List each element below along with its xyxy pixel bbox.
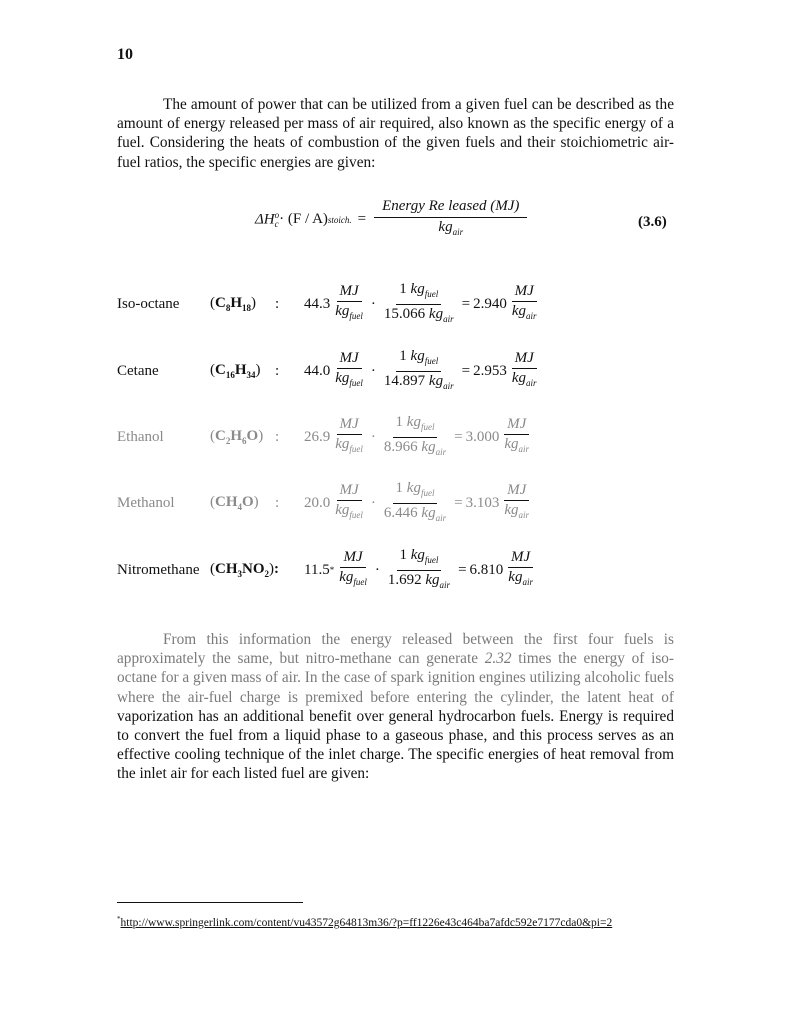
fuel-row	[117, 280, 677, 328]
eq-fraction	[374, 198, 527, 241]
eq-lhs: ΔH o c	[255, 209, 280, 229]
specific-energy-result: 2.940	[473, 295, 507, 312]
specific-energy-result: 3.103	[465, 494, 500, 511]
fuel-name: Methanol	[117, 494, 175, 511]
heat-of-combustion: 20.0	[304, 494, 331, 511]
air-fuel-ratio: 15.066	[383, 305, 426, 322]
fuel-name: Cetane	[117, 362, 159, 379]
fuel-formula: $(C_8H_{18})$	[210, 295, 257, 313]
fuel-row	[117, 347, 677, 395]
page-number: 10	[117, 46, 133, 63]
specific-energy-equation	[255, 198, 529, 241]
fuel-equation: 11.5 * $\frac{MJ}{kg_{fuel}}$ · $\frac{1 kg_{fuel}}{1.692 kg_{air}}$ = 6.810 $\frac{MJ}{kg_{air}}$	[304, 546, 533, 590]
fuel-row	[117, 413, 677, 461]
specific-energy-result: 6.810	[469, 561, 504, 578]
heat-of-combustion: 44.3	[304, 295, 331, 312]
eq-lhs-sub: stoich.	[327, 214, 352, 225]
fuel-equation: 20.0 $\frac{MJ}{kg_{fuel}}$ · $\frac{1 kg_{fuel}}{6.446 kg_{air}}$ = 3.103 $\frac{MJ}{kg_{air}}$	[304, 479, 530, 523]
heat-of-combustion: 44.0	[304, 362, 331, 379]
discussion-text-3: vaporization has an additional benefit over general hydrocarbon fuels. Energy is required to convert the fuel from a liquid phase to a gaseous phase, and this process serves as an effective cooling technique of the inlet charge. The specific energies of heat removal from the inlet air for each listed fuel are given:	[117, 707, 674, 783]
eq-lhs-mid: · (F / A)	[279, 211, 328, 227]
heat-of-combustion: 11.5	[304, 561, 330, 578]
specific-energy-result: 2.953	[473, 362, 507, 379]
fuel-name: Iso-octane	[117, 295, 180, 312]
fuel-equation: 44.0 $\frac{MJ}{kg_{fuel}}$ · $\frac{1 kg_{fuel}}{14.897 kg_{air}}$ = 2.953 $\frac{MJ}{kg_{air}}$	[304, 347, 537, 391]
fuel-colon: :	[275, 295, 280, 312]
air-fuel-ratio: 14.897	[383, 372, 426, 389]
eq-denominator: $kg_{air}$	[438, 219, 464, 237]
footnote	[117, 915, 612, 929]
air-fuel-ratio: 1.692	[387, 571, 422, 588]
heat-of-combustion: 26.9	[304, 428, 331, 445]
discussion-text-2: times the energy of iso-octane for a given mass of air. In the case of spark ignition engines utilizing alcoholic fuels where the air-fuel charge is premixed before entering the cylinder, the latent heat of	[117, 650, 675, 706]
fuel-formula: $(CH_3NO_2)$:	[210, 561, 279, 579]
equation-number: (3.6)	[638, 214, 667, 230]
fuel-colon: :	[275, 362, 280, 379]
footnote-link[interactable]: http://www.springerlink.com/content/vu43572g64813m36/?p=ff1226e43c464ba7afdc592e7177cda0&pi=2	[120, 916, 613, 929]
fuel-equation: 44.3 $\frac{MJ}{kg_{fuel}}$ · $\frac{1 kg_{fuel}}{15.066 kg_{air}}$ = 2.940 $\frac{MJ}{kg_{air}}$	[304, 280, 537, 324]
specific-energy-result: 3.000	[465, 428, 500, 445]
discussion-paragraph	[117, 630, 674, 784]
eq-equals: =	[357, 211, 367, 227]
air-fuel-ratio: 8.966	[383, 438, 418, 455]
fuel-name: Nitromethane	[117, 561, 200, 578]
fuel-row	[117, 546, 677, 594]
energy-ratio: 2.32	[484, 650, 512, 668]
fuel-formula: $(C_{16}H_{34})$	[210, 362, 261, 380]
air-fuel-ratio: 6.446	[383, 504, 418, 521]
footnote-marker: *	[117, 915, 121, 923]
discussion-text-1: From this information the energy released between the first four fuels is approximately the same, but nitro-methane can generate	[117, 631, 674, 668]
fuel-name: Ethanol	[117, 428, 164, 445]
footnote-divider	[117, 902, 303, 903]
eq-numerator: Energy Re leased (MJ)	[374, 198, 527, 218]
fuel-formula: $(CH_4O)$	[210, 494, 259, 512]
fuel-formula: $(C_2H_6O)$	[210, 428, 264, 446]
fuel-colon: :	[275, 494, 280, 511]
intro-paragraph-text: The amount of power that can be utilized from a given fuel can be described as the amount of energy released per mass of air required, also known as the specific energy of a fuel. Considering the heats of combustion of the given fuels and their stoichiometric air-fuel ratios, the specific energies are given:	[117, 96, 674, 171]
fuel-equation: 26.9 $\frac{MJ}{kg_{fuel}}$ · $\frac{1 kg_{fuel}}{8.966 kg_{air}}$ = 3.000 $\frac{MJ}{kg_{air}}$	[304, 413, 530, 457]
intro-paragraph	[117, 95, 674, 172]
fuel-row	[117, 479, 677, 527]
fuel-colon: :	[275, 428, 280, 445]
